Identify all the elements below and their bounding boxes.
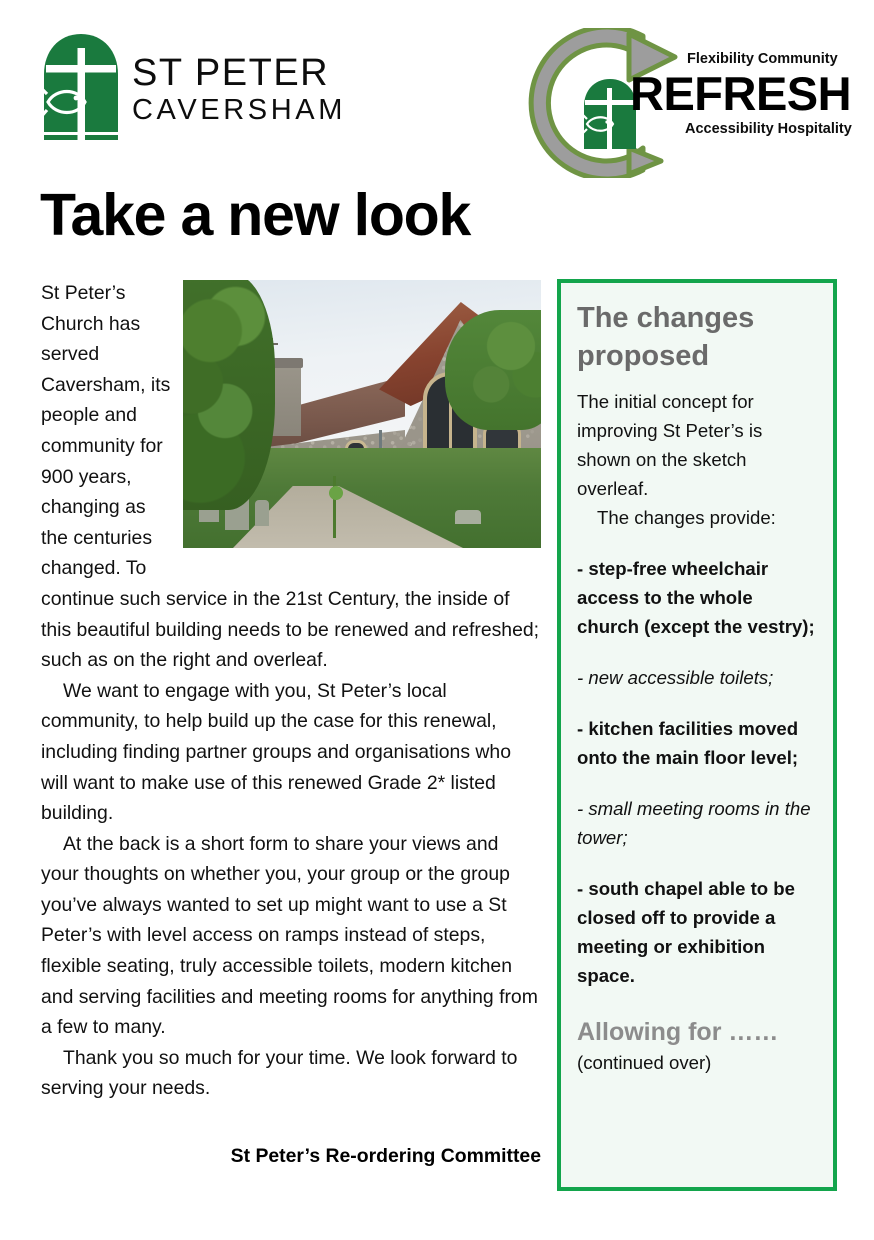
photo-gravestone [255, 500, 269, 526]
body-paragraph-4: Thank you so much for your time. We look forward to serving your needs. [41, 1046, 518, 1100]
sidebar-intro: The initial concept for improving St Peter’s is shown on the sketch overleaf. [577, 391, 763, 499]
refresh-tagline-top: Flexibility Community [687, 51, 838, 67]
changes-proposed-panel [557, 279, 837, 1191]
church-window-cross-fish-icon [38, 32, 124, 142]
change-item-5: - south chapel able to be closed off to provide a meeting or exhibition space. [577, 878, 795, 986]
sidebar-allowing-for: Allowing for …… [577, 1018, 779, 1046]
sidebar-lead-in: The changes provide: [597, 507, 776, 528]
change-item-4: - small meeting rooms in the tower; [577, 798, 811, 848]
photo-tree-right [445, 310, 541, 430]
st-peter-name-line1: ST PETER [132, 52, 330, 94]
refresh-tagline-bottom: Accessibility Hospitality [685, 121, 852, 137]
refresh-logo [525, 28, 852, 178]
photo-gravestone [455, 510, 481, 524]
body-paragraph-2: We want to engage with you, St Peter’s local community, to help build up the case for this renewal, including finding partner groups and organisations who will want to make use of this renewed Grade 2* listed building. [41, 679, 511, 825]
change-item-3: - kitchen facilities moved onto the main floor level; [577, 718, 799, 768]
photo-tree-left [183, 280, 275, 510]
body-paragraph-3: At the back is a short form to share your views and your thoughts on whether you, your group or the group you’ve always wanted to set up might want to use a St Peter’s with level access on ramps instead of steps, flexible seating, truly accessible toilets, modern kitchen and serving facilities and meeting rooms for anything from a few to many. [41, 832, 538, 1039]
change-item-2: - new accessible toilets; [577, 667, 774, 688]
signature-line: St Peter’s Re-ordering Committee [230, 1145, 541, 1167]
refresh-wordmark: REFRESH [630, 67, 852, 120]
church-photo [183, 280, 541, 548]
page-title: Take a new look [40, 182, 471, 248]
body-paragraph-1: St Peter’s Church has served Caversham, its people and community for 900 years, changing as the centuries changed. To continue such service in the 21st Century, the inside of this beautiful building needs to be renewed and refreshed; such as on the right and overleaf. [41, 282, 540, 672]
page-header [0, 0, 874, 185]
photo-sapling-leaves [325, 480, 347, 506]
st-peter-logo [38, 32, 346, 150]
refresh-text-block [630, 50, 852, 138]
sidebar-heading: The changes proposed [577, 302, 755, 372]
sidebar-continued-note: (continued over) [577, 1052, 712, 1073]
main-body-text [41, 278, 541, 1104]
change-item-1: - step-free wheelchair access to the whole church (except the vestry); [577, 558, 815, 637]
st-peter-wordmark [132, 52, 346, 126]
st-peter-name-line2: CAVERSHAM [132, 94, 346, 126]
